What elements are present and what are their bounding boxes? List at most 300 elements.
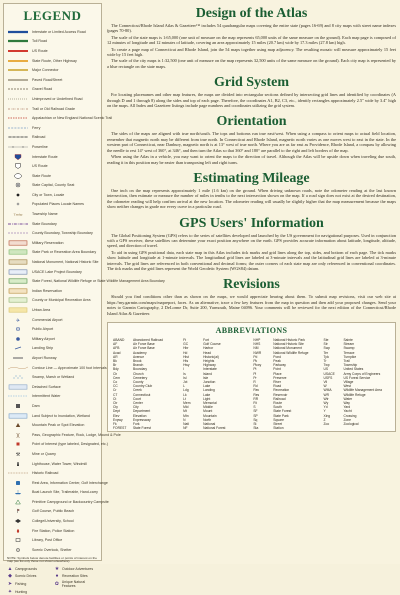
abbreviation-value: Country Club [132, 384, 153, 389]
abbreviation-key: L [183, 384, 186, 389]
abbreviation-value: City [132, 405, 139, 410]
abbreviation-key: Mid [183, 405, 189, 410]
legend-item [7, 468, 98, 478]
abbreviation-value: Middle [203, 405, 213, 410]
legend-item-label: National Monument, National Historic Site [32, 260, 99, 265]
sections-container [107, 6, 396, 316]
abbreviation-value: Road [273, 384, 282, 389]
legend-item [7, 200, 98, 210]
legend-symbol-primcamp-icon [7, 499, 29, 505]
poi-category-label: Campgrounds [15, 566, 37, 571]
legend-item [7, 209, 98, 219]
legend-item [7, 46, 98, 56]
legend-symbol-contour-icon [7, 365, 29, 371]
abbreviation-key: Sta [253, 426, 259, 431]
abbreviation-key: St [253, 422, 257, 427]
legend-symbol-inundation-icon [7, 413, 29, 419]
abbreviation-value: Peak [273, 359, 281, 364]
legend-item [7, 420, 98, 430]
abbreviation-value: Square [273, 417, 284, 422]
abbreviation-value: Reservoir [273, 392, 288, 397]
legend-item-label: Detached Surface [32, 384, 61, 389]
legend-symbol-milairport-icon [7, 336, 29, 342]
abbreviations-column [183, 338, 249, 430]
legend-item-label: Fire Station, Police Station [32, 528, 75, 533]
legend-item [7, 248, 98, 258]
abbreviation-key: Rec [253, 388, 260, 393]
legend-symbol-statepark-icon [7, 249, 29, 255]
abbreviation-key: Lk [183, 392, 187, 397]
legend-item-label: US Route [32, 48, 48, 53]
abbreviation-key: Co [113, 380, 118, 385]
legend-item [7, 286, 98, 296]
abbreviation-key: Xing [323, 413, 331, 418]
abbreviations-column [113, 338, 179, 430]
abbreviation-key: Pl [253, 371, 257, 376]
abbreviation-value: Highway [203, 363, 216, 368]
legend-item [7, 142, 98, 152]
legend-item [7, 37, 98, 47]
abbreviation-key: Ter [323, 350, 329, 355]
abbreviation-key: WMA [323, 388, 332, 393]
legend-item-label: State Boundary [32, 221, 57, 226]
abbreviation-value: Turnpike [343, 354, 357, 359]
abbreviation-value: National Monument [273, 346, 302, 351]
legend-item [7, 497, 109, 507]
abbreviation-value: State Park [273, 413, 289, 418]
abbreviation-value: National Historic Site [273, 342, 304, 347]
legend-item-label: Dam [32, 403, 40, 408]
legend-symbol-shield-state-icon [7, 173, 29, 179]
legend-symbol-library-icon [7, 537, 29, 543]
legend-item [7, 334, 98, 344]
abbreviation-value: Department [132, 409, 151, 414]
abbreviation-value: River [273, 380, 281, 385]
abbreviation-value: Connecticut [132, 392, 151, 397]
legend-item [7, 238, 98, 248]
abbreviation-key: Elev [113, 413, 120, 418]
abbreviation-value: North [203, 417, 212, 422]
legend-item-label: Historic Railroad [32, 471, 59, 476]
abbreviation-value: National Forest [203, 426, 226, 431]
abbreviation-value: Zone [343, 417, 351, 422]
abbreviation-key: AF [113, 342, 118, 347]
legend-item-label: Interstate or Limited Access Road [32, 29, 86, 34]
poi-category-label: Scenic Drives [15, 573, 37, 578]
abbreviation-key: Twp [323, 363, 330, 368]
abbreviation-value: Street [273, 422, 283, 427]
legend-item-label: Boat Launch Site, Trailerable, Hand-carry [32, 490, 98, 495]
legend-item-label: Appalachian or New England National Scenic Trail [32, 116, 113, 121]
legend-item [7, 392, 98, 402]
section-paragraph: To create a page map of Connecticut and Rhode Island, join the 54 maps together using map adjacency. The resulting mosaic will measure approximately 15 feet wide by 15 feet high. [107, 46, 396, 58]
abbreviation-value: Island [203, 371, 212, 376]
abbreviation-key: Is [183, 371, 186, 376]
legend-poi-category [7, 580, 51, 588]
section-title: GPS Users' Information [179, 215, 324, 231]
legend-symbol-indian-icon [7, 288, 29, 294]
abbreviation-key: Hbr [183, 346, 189, 351]
legend-item [7, 161, 98, 171]
legend-symbol-swamp-icon [7, 374, 29, 380]
abbreviation-value: Creek [132, 388, 142, 393]
legend-item-label: Pass, Geographic Feature, Rock, Lodge, Mound & Pole [32, 432, 121, 437]
legend-item-label: County or Municipal Recreation Area [32, 298, 91, 303]
abbreviation-key: Dept [113, 409, 120, 414]
section-design-of-the-atlas [107, 6, 396, 69]
abbreviation-key: NF [183, 426, 188, 431]
legend-poi-category [54, 573, 98, 579]
abbreviation-value: Court [132, 396, 141, 401]
abbreviation-value: US Forest Service [343, 375, 371, 380]
poi-category-icon: ✿ [54, 580, 59, 587]
legend-symbol-military-icon [7, 240, 29, 246]
abbreviation-key: Rd [253, 384, 258, 389]
abbreviation-key: Jct [183, 380, 188, 385]
legend-item [7, 171, 98, 181]
abbreviation-key: Hts [183, 359, 189, 364]
abbreviation-key: Str [323, 342, 328, 347]
section-paragraph: To aid in using GPS positional data, each state map in this Atlas includes tick marks and grid lines along the top, sides, and bottom of each page. The tick marks show latitude and longitude at 1-minute intervals. The longitudinal grid lines are labeled at 3-minute intervals and the latitudinal grid lines are labeled at 3-minute intervals. The grid lines are referenced in both conventional and decimal forms; the outer corners of each state map are only referenced in conventional coordinates. The tick marks and the grid lines represent the World Geodetic System (WGS84) datum. [107, 249, 396, 271]
abbreviation-entry [113, 426, 179, 430]
legend-item-label: Major Connector [32, 68, 59, 73]
legend-item-label: Scenic Overlook, Shelter [32, 547, 72, 552]
section-title: Orientation [216, 114, 287, 130]
legend-item-label: Unimproved or Undefined Road [32, 96, 83, 101]
abbreviation-value: Trail [343, 359, 350, 364]
abbreviation-value: Place [273, 371, 282, 376]
legend-item [7, 152, 98, 162]
poi-category-icon: ✦ [7, 588, 13, 595]
abbreviation-key: Br [113, 363, 117, 368]
legend-item [7, 75, 98, 85]
legend-item-label: State Park or Recreation Area Boundary [32, 250, 97, 255]
abbreviation-key: ABAND [113, 338, 125, 342]
section-paragraph: The sides of the maps are aligned with true north/south. The tops and bottoms run true east/west. When using a compass to orient maps to actual field location, remember that magnetic north may be different from true north. In Connecticut and Rhode Island, magnetic north varies as one moves west to east in the state. In the western part of Connecticut, near Danbury, magnetic north is at 13° west of true north. Where you are as far east as Providence, Rhode Island, a compass by allowing the needle to rest 14° west of 360°, at 346°, and then turn the Atlas so that 360° and 180° are parallel to the right and left borders of the map. [107, 131, 396, 153]
abbreviation-key: Acad [113, 350, 121, 355]
section-paragraph: The scale of the city maps is 1:32,500 (one unit of measure on the map represents 32,500 units of the same measure on the ground). Each city map is represented by a blue rectangle on the state maps. [107, 58, 396, 69]
legend-item-label: Indian Reservation [32, 288, 62, 293]
abbreviation-value: Abandoned Railroad [132, 338, 163, 342]
legend-symbol-shield-us-icon [7, 163, 29, 169]
abbreviations-columns [113, 338, 390, 430]
abbreviation-value: National Wildlife Refuge [273, 350, 309, 355]
abbreviation-entry [183, 426, 249, 430]
legend-symbol-dam-icon [7, 403, 29, 409]
section-paragraph: The Connecticut/Rhode Island Atlas & Gazetteer™ includes 54 quadrangular maps covering the entire state (pages 16-69) and 8 city maps with street name indexes (pages 70-80). [107, 23, 396, 34]
abbreviation-key: Mem [183, 401, 191, 406]
abbreviation-value: Landing [203, 388, 215, 393]
legend-symbol-runway-icon [7, 355, 29, 361]
legend-poi-category [7, 573, 51, 579]
section-revisions [107, 277, 396, 316]
legend-item [7, 507, 98, 517]
abbreviations-column [324, 338, 390, 430]
legend-title: LEGEND [23, 8, 82, 23]
abbreviation-key: Hist [183, 354, 189, 359]
abbreviation-key: Hd [183, 350, 188, 355]
legend-item-label: Intermittent Water [32, 394, 61, 399]
section-grid-system [107, 75, 396, 108]
abbreviation-key: RR [253, 396, 259, 401]
abbreviation-value: Parkway [273, 363, 286, 368]
abbreviation-entry [253, 426, 319, 430]
abbreviation-value: Elevation [132, 413, 147, 418]
abbreviation-key: Rt [253, 401, 257, 406]
legend-item-label: Interstate Route [32, 154, 58, 159]
section-paragraph: The Global Positioning System (GPS) refers to the series of satellites developed and launched by the US government for navigational purposes. Used in conjunction with a GPS receiver, these satellites can determine your exact position anywhere on the earth. GPS provides accurate information about latitude, longitude, altitude, speed, and direction of travel. [107, 232, 396, 249]
legend-item-label: Public Airport [32, 327, 54, 332]
legend-symbol-stateroute-icon [7, 58, 29, 64]
legend-item-label: State Route, Other Highway [32, 58, 77, 63]
legend-symbol-interstate-icon [7, 29, 29, 35]
abbreviation-value: Branch [132, 363, 144, 368]
legend-item-label: Commercial Airport [32, 317, 63, 322]
abbreviation-value: Boundary [132, 367, 148, 372]
abbreviation-value: Sainte [343, 338, 353, 342]
legend-symbol-town-icon [7, 192, 29, 198]
abbreviation-key: NHP [253, 338, 261, 342]
abbreviation-value: Village [343, 380, 354, 385]
abbreviation-value: Air Force Base [132, 342, 155, 347]
abbreviation-value: Lake [203, 384, 211, 389]
legend-item-label: Point of Interest (type labeled, Designated, etc.) [32, 442, 108, 447]
legend-symbol-paved-icon [7, 77, 29, 83]
poi-category-icon: ▲ [7, 565, 13, 572]
abbreviation-key: WR [323, 392, 330, 397]
abbreviation-value: Lake [203, 392, 211, 397]
legend-item [7, 133, 98, 143]
abbreviation-value: Recreation [273, 388, 290, 393]
legend-item-label: State Forest, National Wildlife Refuge or State Wildlife Management Area Boundary [32, 279, 165, 284]
legend-item [7, 440, 108, 450]
abbreviation-key: Pr [253, 375, 257, 380]
legend-symbol-ferry-icon [7, 125, 29, 131]
legend-item-label: Paved Road/Street [32, 77, 63, 82]
abbreviation-value: Mount [203, 409, 213, 414]
abbreviation-value: Harbor [203, 346, 214, 351]
abbreviation-key: SP [253, 413, 258, 418]
abbreviation-value: Swamp [343, 346, 355, 351]
abbreviation-key: Mt [183, 409, 187, 414]
legend-symbol-countyboundary-icon [7, 230, 29, 236]
abbreviation-value: Mountain [203, 413, 217, 418]
abbreviation-value: Brook [132, 359, 142, 364]
legend-symbol-shield-interstate-icon [7, 154, 29, 160]
legend-symbol-peak-icon [7, 422, 29, 428]
legend-item-label: Gravel Road [32, 87, 53, 92]
legend-item-label: Mountain Peak or Spot Elevation [32, 423, 85, 428]
abbreviation-value: Township [343, 363, 358, 368]
abbreviation-key: Wy [323, 401, 329, 406]
abbreviation-key: Res [253, 392, 260, 397]
abbreviation-key: Expwy [113, 417, 123, 422]
legend-item [7, 190, 98, 200]
legend-item-label: Populated Places Locale Names [32, 202, 84, 207]
legend-item-label: Powerline [32, 144, 48, 149]
abbreviation-key: Hwy [183, 363, 190, 368]
section-paragraph: Should you find conditions other than as shown on the maps, we would appreciate hearing about them. To submit map revisions, visit our web site at https://my.garmin.com/maps/mapreport, faces. As an alternative, trace a few key features from the map in question and then add your proposed changes. Send your notes to Garmin Cartography, 2 DeLorme Dr, Suite 200, Yarmouth, Maine 04096. Your comments will be reviewed for the next edition of the Connecticut/Rhode Island Atlas & Gazetteer. [107, 294, 396, 316]
legend-symbol-detached-icon [7, 384, 29, 390]
abbreviation-key: Vil [323, 380, 328, 385]
abbreviation-key: NWR [253, 350, 262, 355]
legend-item-label: Contour Line — Approximate 100 foot Intervals [32, 365, 107, 370]
abbreviation-key: Y [323, 409, 326, 414]
legend-item-label: Golf Course, Public Beach [32, 509, 75, 514]
legend-item-label: Township Name [32, 212, 58, 217]
abbreviation-key: US [323, 367, 329, 372]
poi-category-label: Hunting [15, 589, 28, 594]
legend-symbol-trail-icon [7, 106, 29, 112]
legend-item-label: State Route [32, 173, 51, 178]
legend-symbol-urban-icon [7, 307, 29, 313]
svg-text:✈: ✈ [15, 317, 21, 324]
poi-category-label: Outdoor Adventures [62, 566, 94, 571]
legend-symbol-restarea-icon [7, 480, 29, 486]
legend-item [7, 526, 98, 536]
abbreviation-value: State Forest [132, 426, 151, 431]
abbreviation-value: Stream [343, 342, 355, 347]
section-paragraph: For locating placenames and other map features, the maps are divided into rectangular sections defined by intersecting grid lines and identified by coordinates (A through D and 1 through 8) along the sides and top of each page. Therefore, the coordinates A1, B2, C3, etc., identify rectangles approximately 2.5" wide by 3.4" high on the maps. All Index and Gazetteer listings include page numbers and coordinates utilizing the grid system. [107, 92, 396, 109]
svg-text:)(: )( [16, 432, 20, 439]
abbreviation-value: Academy [132, 350, 147, 355]
abbreviation-key: USACE [323, 371, 335, 376]
legend-poi-category [54, 566, 98, 572]
svg-text:⚒: ⚒ [15, 451, 21, 458]
abbreviation-value: Point [273, 367, 281, 372]
abbreviation-key: Ft [183, 338, 187, 342]
abbreviation-key: Yd [323, 405, 328, 410]
section-orientation [107, 114, 396, 164]
abbreviation-value: Junction [203, 380, 216, 385]
legend-item [7, 363, 107, 373]
legend-item [7, 257, 98, 267]
legend-item-label: State Capital, County Seat [32, 183, 75, 188]
section-title: Grid System [213, 75, 290, 91]
legend-item [7, 516, 98, 526]
abbreviation-key: Tpk [323, 354, 330, 359]
legend-poi-category [54, 580, 98, 588]
legend-poi-category [7, 566, 51, 572]
abbreviation-value: Wildlife Management Area [343, 388, 382, 393]
legend-item-label: Mine or Quarry [32, 451, 56, 456]
legend-symbol-unimproved-icon [7, 96, 29, 102]
legend-symbol-lighthouse-icon [7, 461, 29, 467]
abbreviation-value: National Historic Park [273, 338, 305, 342]
legend-symbol-county-rec-icon [7, 297, 29, 303]
abbreviation-key: Ch [113, 371, 118, 376]
legend-item [7, 267, 98, 277]
content-column [107, 4, 396, 560]
legend-symbol-powerline-icon [7, 144, 29, 150]
poi-category-icon: ◆ [8, 572, 12, 579]
legend-symbol-natlmon-icon [7, 259, 29, 265]
abbreviation-key: Z [323, 417, 326, 422]
abbreviation-value: Water [343, 396, 353, 401]
abbreviation-value: Crossing [343, 413, 357, 418]
legend-item-label: Landing Strip [32, 346, 54, 351]
abbreviation-value: Fort [203, 338, 209, 342]
abbreviation-key: Pd [253, 354, 258, 359]
legend-note: NOTE: Symbols below denote facilities or points of interest on the map (we list only those not shown elsewhere). [7, 555, 97, 564]
abbreviation-key: FOREST [113, 426, 127, 431]
abbreviation-value: Yacht [343, 409, 352, 414]
legend-item [7, 545, 98, 555]
legend-symbol-pubairport-icon [7, 326, 29, 332]
abbreviation-entry [324, 422, 390, 426]
legend-symbol-natltrail-icon [7, 115, 29, 121]
abbreviation-key: Pt [253, 367, 257, 372]
legend-symbol-airport-icon [7, 317, 29, 323]
legend-item [7, 27, 98, 37]
abbreviation-value: Light [203, 396, 211, 401]
abbreviation-key: SF [253, 409, 258, 414]
legend-item-label: Airport Runway [32, 355, 57, 360]
abbreviation-key: N [183, 417, 186, 422]
section-title: Design of the Atlas [195, 6, 308, 21]
abbreviation-key: Bdy [113, 367, 119, 372]
poi-category-icon: ● [55, 572, 59, 579]
legend-item [7, 228, 98, 238]
abbreviation-key: Swp [323, 346, 330, 351]
abbreviation-key: I [183, 367, 185, 372]
legend-item-label: College/University, School [32, 519, 74, 524]
legend-item-label: County Boundary, Township Boundary [32, 231, 93, 236]
legend-item [7, 535, 98, 545]
legend-item [7, 344, 98, 354]
section-paragraph: When using the Atlas in a vehicle, you may want to orient the maps to the direction of travel. Although the Atlas will be upside down when traveling due south, reading it in this position may be easier than transposing left and right turns. [107, 154, 396, 165]
legend-item [7, 459, 98, 469]
legend-item [7, 430, 121, 440]
abbreviation-value: Avenue [132, 354, 145, 359]
abbreviation-value: Yard [343, 405, 351, 410]
legend-item-label: Urban Area [32, 308, 51, 313]
legend-item [7, 305, 98, 315]
legend-item [7, 219, 98, 229]
abbreviation-value: Station [273, 426, 284, 431]
abbreviation-key: GC [183, 342, 189, 347]
legend-symbol-township-icon [7, 211, 29, 217]
abbreviation-value: National [203, 422, 216, 427]
legend-item [7, 65, 98, 75]
legend-symbol-intermittent-icon [7, 393, 29, 399]
abbreviation-value: State Forest [273, 409, 292, 414]
abbreviation-key: AFB [113, 346, 120, 351]
legend-symbol-college-icon [7, 518, 29, 524]
legend-symbol-mine-icon [7, 451, 29, 457]
abbreviation-key: USFS [323, 375, 333, 380]
abbreviation-value: South [273, 405, 282, 410]
legend-item [7, 94, 98, 104]
abbreviation-value: Pond [273, 354, 281, 359]
poi-category-label: Fishing [15, 581, 27, 586]
legend-poi-category [7, 589, 51, 595]
legend-symbol-locale-icon [7, 201, 29, 207]
legend-item-label: Library, Post Office [32, 538, 63, 543]
legend-item [7, 382, 98, 392]
legend-item [7, 56, 98, 66]
legend-item-label: Military Reservation [32, 240, 64, 245]
abbreviation-key: Tr [323, 359, 327, 364]
poi-category-icon: ➤ [7, 580, 13, 587]
legend-symbol-usace-icon [7, 269, 29, 275]
abbreviation-value: West [343, 384, 351, 389]
abbreviation-key: CT [113, 392, 118, 397]
legend-item [7, 85, 98, 95]
abbreviation-key: Natl [183, 422, 190, 427]
abbreviation-value: Fork [132, 422, 140, 427]
abbreviation-key: NHS [253, 342, 261, 347]
